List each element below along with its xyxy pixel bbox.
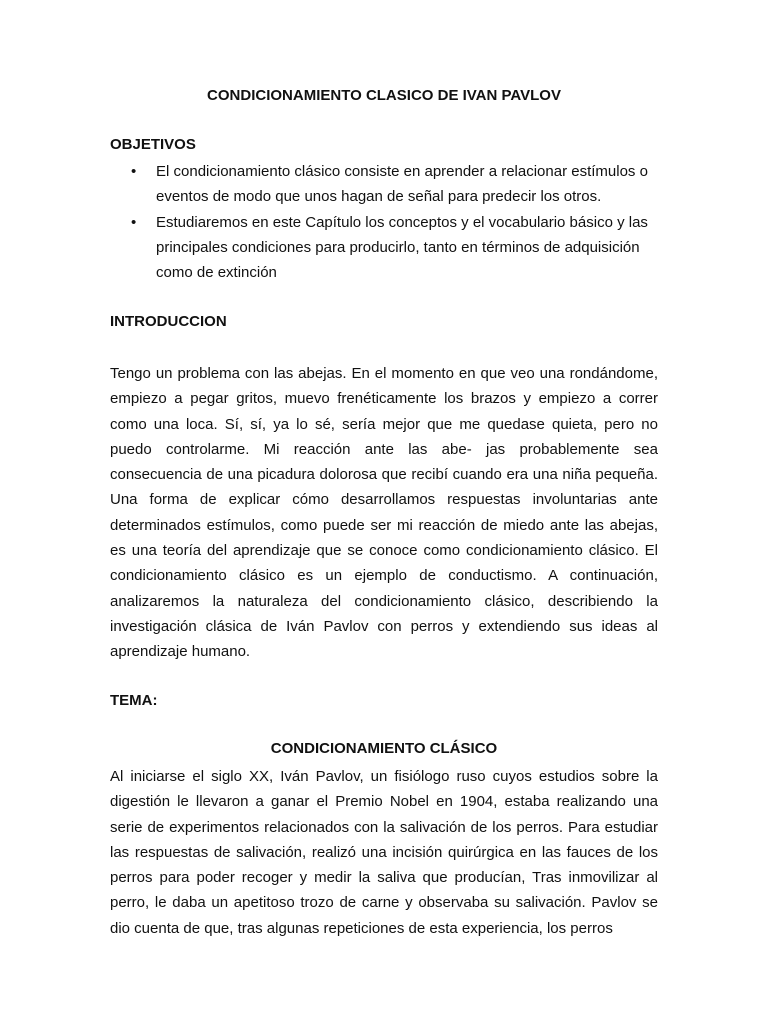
tema-subheading: CONDICIONAMIENTO CLÁSICO xyxy=(270,740,498,757)
introduccion-paragraph: Tengo un problema con las abejas. En el momento en que veo una rondándome, empiezo a pegar gritos, muevo frenéticamente los brazos y empiezo a correr como una loca. Sí, sí, ya lo sé, sería mejor que me quedase quieta, pero no puedo controlarme. Mi reacción ante las abe- jas probablemente sea consecuencia de una picadura dolorosa que recibí cuando era una niña pequeña. Una forma de explicar cómo desarrollamos respuestas involuntarias ante determinados estímulos, como puede ser mi reacción de miedo ante las abejas, es una teoría del aprendizaje que se conoce como condicionamiento clásico. El condicionamiento clásico es un ejemplo de conductismo. A continuación, analizaremos la naturaleza del condicionamiento clásico, describiendo la investigación clásica de Iván Pavlov con perros y extendiendo sus ideas al aprendizaje humano. xyxy=(110,365,658,661)
list-item xyxy=(110,159,658,209)
list-item-text: El condicionamiento clásico consiste en aprender a relacionar estímulos o eventos de modo que unos hagan de señal para predecir los otros. xyxy=(156,163,648,205)
objetivos-list xyxy=(110,159,658,286)
list-item xyxy=(110,210,658,285)
introduccion-heading: INTRODUCCION xyxy=(110,313,227,330)
document-title: CONDICIONAMIENTO CLASICO DE IVAN PAVLOV xyxy=(207,87,561,104)
bullet-icon: • xyxy=(131,214,137,231)
tema-paragraph: Al iniciarse el siglo XX, Iván Pavlov, un fisiólogo ruso cuyos estudios sobre la digestión le llevaron a ganar el Premio Nobel en 1904, estaba realizando una serie de experimentos relacionados con la salivación de los perros. Para estudiar las respuestas de salivación, realizó una incisión quirúrgica en las fauces de los perros para poder recoger y medir la saliva que producían, Tras inmovilizar al perro, le daba un apetitoso trozo de carne y observaba su salivación. Pavlov se dio cuenta de que, tras algunas repeticiones de esta experiencia, los perros xyxy=(110,768,658,937)
objetivos-heading: OBJETIVOS xyxy=(110,136,196,153)
tema-heading: TEMA: xyxy=(110,692,158,709)
list-item-text: Estudiaremos en este Capítulo los conceptos y el vocabulario básico y las principales condiciones para producirlo, tanto en términos de adquisición como de extinción xyxy=(156,214,648,281)
bullet-icon: • xyxy=(131,163,137,180)
